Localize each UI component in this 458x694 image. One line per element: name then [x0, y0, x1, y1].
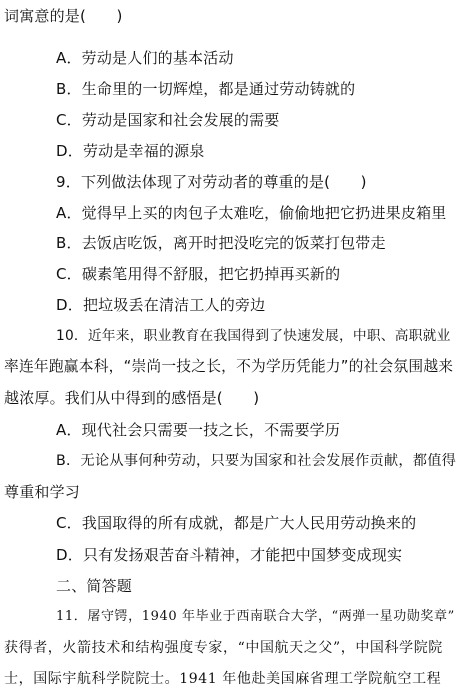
q9-stem: 9．下列做法体现了对劳动者的尊重的是( ) [56, 173, 367, 191]
q10-stem-line-2: 率连年跑赢本科，“崇尚一技之长，不为学历凭能力”的社会氛围越来 [4, 358, 454, 375]
q9-option-a: A．觉得早上买的肉包子太难吃，偷偷地把它扔进果皮箱里 [56, 204, 447, 222]
q10-stem-line-3: 越浓厚。我们从中得到的感悟是( ) [4, 389, 260, 407]
q8-option-d: D．劳动是幸福的源泉 [56, 142, 205, 160]
q10-option-b-line-2: 尊重和学习 [4, 483, 81, 501]
q9-option-b: B．去饭店吃饭，离开时把没吃完的饭菜打包带走 [56, 234, 386, 252]
q11-line-1: 11．屠守锷，1940 年毕业于西南联合大学，“两弹一星功勋奖章” [56, 609, 455, 624]
q8-option-a: A．劳动是人们的基本活动 [56, 49, 234, 67]
q8-option-c: C．劳动是国家和社会发展的需要 [56, 111, 280, 129]
q10-option-d: D．只有发扬艰苦奋斗精神，才能把中国梦变成现实 [56, 546, 403, 564]
q10-option-b-line-1: B．无论从事何种劳动，只要为国家和社会发展作贡献，都值得 [56, 453, 457, 469]
q10-stem-line-1: 10．近年来，职业教育在我国得到了快速发展，中职、高职就业 [56, 328, 451, 344]
q11-line-3: 士，国际宇航科学院院士。1941 年他赴美国麻省理工学院航空工程 [4, 671, 442, 687]
section-heading: 二、简答题 [56, 577, 133, 595]
q10-option-a: A．现代社会只需要一技之长，不需要学历 [56, 421, 341, 439]
q9-option-d: D．把垃圾丢在清洁工人的旁边 [56, 296, 266, 314]
q8-option-b: B．生命里的一切辉煌，都是通过劳动铸就的 [56, 80, 356, 98]
q10-option-c: C．我国取得的所有成就，都是广大人民用劳动换来的 [56, 514, 417, 532]
q11-line-2: 获得者，火箭技术和结构强度专家，“中国航天之父”，中国科学院院 [4, 640, 443, 656]
q9-option-c: C．碳素笔用得不舒服，把它扔掉再买新的 [56, 265, 341, 283]
q8-stem-tail: 词寓意的是( ) [4, 7, 123, 25]
